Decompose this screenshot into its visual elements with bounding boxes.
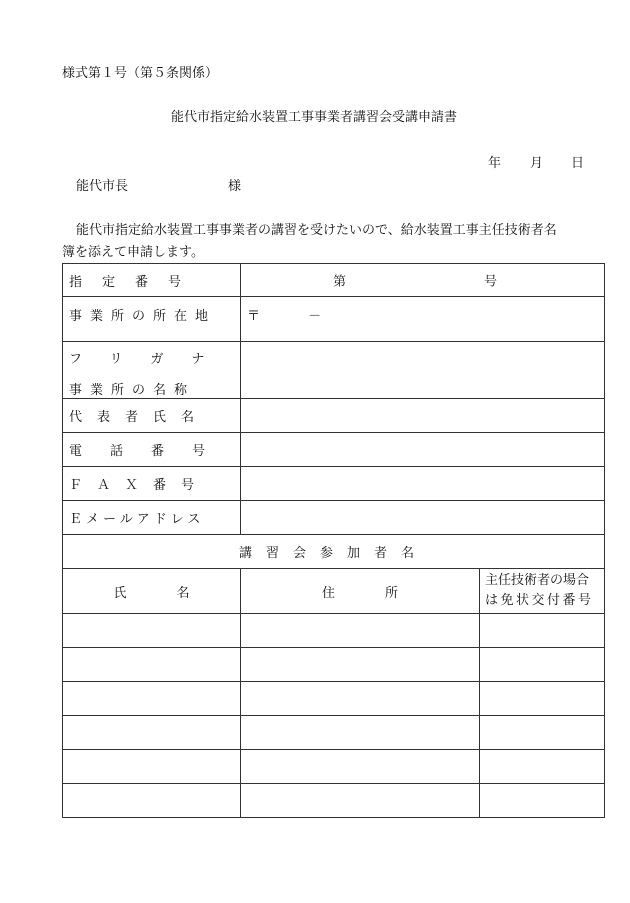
participant-row bbox=[63, 716, 605, 750]
participant-row bbox=[63, 750, 605, 784]
col-address-header bbox=[241, 569, 480, 614]
participant-name-cell[interactable] bbox=[63, 784, 241, 818]
participant-row bbox=[63, 784, 605, 818]
col-name-label: 氏名 bbox=[113, 585, 240, 601]
participant-name-cell[interactable] bbox=[63, 750, 241, 784]
col-license-header bbox=[480, 569, 605, 614]
participant-address-cell[interactable] bbox=[241, 784, 480, 818]
business-name-value-cell[interactable] bbox=[241, 342, 605, 399]
designation-suffix: 号 bbox=[484, 274, 498, 290]
col-name-header bbox=[63, 569, 241, 614]
participant-name-cell[interactable] bbox=[63, 648, 241, 682]
fax-label: ＦＡＸ番号 bbox=[69, 478, 210, 493]
representative-value-cell[interactable] bbox=[241, 399, 605, 433]
designation-prefix: 第 bbox=[333, 274, 347, 290]
address-row bbox=[63, 297, 605, 342]
participants-table bbox=[62, 534, 605, 818]
representative-label: 代表者氏名 bbox=[69, 410, 210, 425]
participant-name-cell[interactable] bbox=[63, 682, 241, 716]
form-number: 様式第１号（第５条関係） bbox=[62, 66, 219, 81]
col-address-label: 住所 bbox=[321, 585, 448, 601]
col-license-label-line1: 主任技術者の場合 bbox=[485, 572, 590, 588]
participant-license-cell[interactable] bbox=[480, 648, 605, 682]
date-month-label: 月 bbox=[530, 156, 544, 171]
phone-row bbox=[63, 433, 605, 467]
participant-row bbox=[63, 614, 605, 648]
participant-address-cell[interactable] bbox=[241, 716, 480, 750]
honorific: 様 bbox=[228, 179, 242, 194]
participant-license-cell[interactable] bbox=[480, 682, 605, 716]
participant-address-cell[interactable] bbox=[241, 648, 480, 682]
designation-label-cell bbox=[63, 264, 241, 297]
designation-label: 指定番号 bbox=[69, 274, 202, 290]
body-text-line1: 能代市指定給水装置工事事業者の講習を受けたいので、給水装置工事主任技術者名 bbox=[76, 223, 557, 238]
participant-address-cell[interactable] bbox=[241, 614, 480, 648]
representative-label-cell bbox=[63, 399, 241, 433]
email-label: Ｅメールアドレス bbox=[69, 512, 205, 527]
participant-license-cell[interactable] bbox=[480, 750, 605, 784]
postal-mark: 〒 bbox=[247, 309, 261, 324]
furigana-label: フリガナ bbox=[69, 352, 233, 367]
addressee: 能代市長 bbox=[76, 179, 129, 194]
participants-header-row bbox=[63, 569, 605, 614]
participant-row bbox=[63, 682, 605, 716]
fax-row bbox=[63, 467, 605, 501]
email-row bbox=[63, 501, 605, 535]
phone-label-cell bbox=[63, 433, 241, 467]
address-label: 事業所の所在地 bbox=[69, 309, 217, 324]
address-value-cell[interactable] bbox=[241, 297, 605, 342]
participants-title: 講習会参加者名 bbox=[239, 546, 429, 561]
fax-label-cell bbox=[63, 467, 241, 501]
date-year-label: 年 bbox=[488, 156, 502, 171]
phone-label: 電話番号 bbox=[69, 444, 234, 459]
email-label-cell bbox=[63, 501, 241, 535]
participant-name-cell[interactable] bbox=[63, 614, 241, 648]
participant-address-cell[interactable] bbox=[241, 750, 480, 784]
business-name-label: 事業所の名称 bbox=[69, 383, 196, 398]
designation-row bbox=[63, 264, 605, 297]
business-name-row bbox=[63, 342, 605, 399]
fax-value-cell[interactable] bbox=[241, 467, 605, 501]
business-name-label-cell bbox=[63, 342, 241, 399]
participants-title-cell bbox=[63, 535, 605, 569]
designation-value-cell[interactable] bbox=[241, 264, 605, 297]
col-license-label-line2: は免状交付番号 bbox=[485, 593, 594, 608]
body-text-line2: 簿を添えて申請します。 bbox=[62, 245, 204, 260]
address-label-cell bbox=[63, 297, 241, 342]
date-day-label: 日 bbox=[571, 156, 585, 171]
participant-name-cell[interactable] bbox=[63, 716, 241, 750]
participant-row bbox=[63, 648, 605, 682]
participant-license-cell[interactable] bbox=[480, 784, 605, 818]
email-value-cell[interactable] bbox=[241, 501, 605, 535]
phone-value-cell[interactable] bbox=[241, 433, 605, 467]
participant-address-cell[interactable] bbox=[241, 682, 480, 716]
postal-dash: － bbox=[308, 309, 322, 324]
representative-row bbox=[63, 399, 605, 433]
participant-license-cell[interactable] bbox=[480, 614, 605, 648]
document-title: 能代市指定給水装置工事事業者講習会受講申請書 bbox=[171, 110, 458, 125]
participant-license-cell[interactable] bbox=[480, 716, 605, 750]
participants-title-row bbox=[63, 535, 605, 569]
business-info-table bbox=[62, 263, 605, 535]
